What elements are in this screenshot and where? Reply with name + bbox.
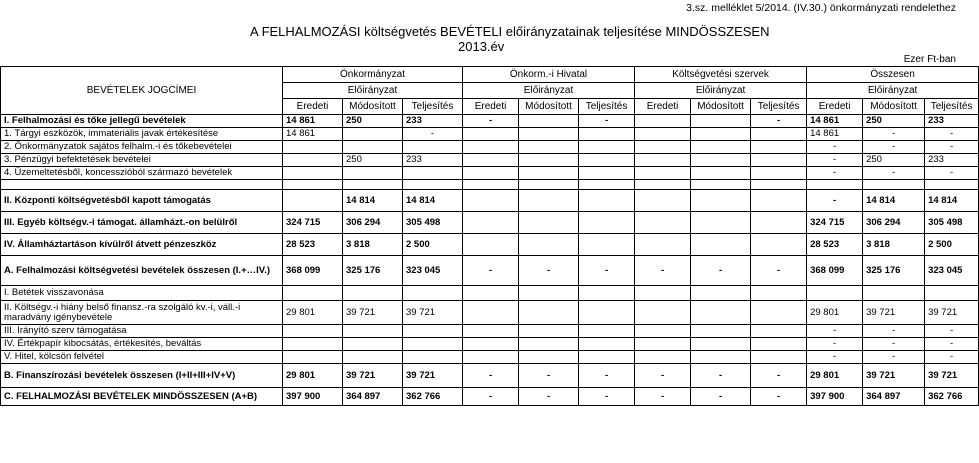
table-cell: - <box>863 167 925 180</box>
table-cell <box>579 338 635 351</box>
table-cell <box>807 286 863 301</box>
table-cell <box>283 190 343 212</box>
table-cell <box>463 141 519 154</box>
table-cell <box>579 301 635 325</box>
table-cell: 362 766 <box>403 388 463 406</box>
table-cell: 233 <box>403 154 463 167</box>
unit-label: Ezer Ft-ban <box>903 54 956 65</box>
table-cell <box>751 190 807 212</box>
sub-header-1-2: Teljesítés <box>579 99 635 115</box>
table-cell <box>751 301 807 325</box>
table-cell: - <box>691 256 751 286</box>
table-cell <box>519 286 579 301</box>
sub-header-3-0: Eredeti <box>807 99 863 115</box>
table-cell: - <box>751 364 807 388</box>
table-cell <box>579 325 635 338</box>
table-cell <box>579 141 635 154</box>
table-cell: - <box>519 256 579 286</box>
table-cell: 3 818 <box>343 234 403 256</box>
table-cell <box>635 338 691 351</box>
table-cell: 14 861 <box>807 115 863 128</box>
table-cell <box>519 325 579 338</box>
table-cell: - <box>579 115 635 128</box>
table-cell: 14 861 <box>283 115 343 128</box>
sub-header-3-2: Teljesítés <box>925 99 979 115</box>
table-cell <box>635 190 691 212</box>
table-cell <box>691 234 751 256</box>
table-cell <box>635 351 691 364</box>
sub-header-0-0: Eredeti <box>283 99 343 115</box>
table-cell: - <box>579 364 635 388</box>
table-cell: 29 801 <box>807 364 863 388</box>
spacer-row <box>1 180 979 190</box>
table-cell <box>751 128 807 141</box>
table-row <box>1 351 979 364</box>
row-label: III. Egyéb költségv.-i támogat. államházt.-on belülről <box>1 212 283 234</box>
table-cell: - <box>463 256 519 286</box>
table-cell <box>283 325 343 338</box>
table-cell: 29 801 <box>807 301 863 325</box>
table-cell <box>691 115 751 128</box>
table-row <box>1 325 979 338</box>
table-cell: - <box>863 141 925 154</box>
table-cell: 250 <box>343 115 403 128</box>
table-cell: 14 861 <box>283 128 343 141</box>
table-cell: - <box>807 141 863 154</box>
table-cell: - <box>579 388 635 406</box>
table-cell <box>635 154 691 167</box>
spacer-cell <box>691 180 751 190</box>
table-cell: - <box>807 325 863 338</box>
table-cell: - <box>751 115 807 128</box>
table-cell: 39 721 <box>863 364 925 388</box>
table-cell: 368 099 <box>283 256 343 286</box>
table-cell <box>635 141 691 154</box>
table-cell <box>925 286 979 301</box>
row-label: 4. Üzemeltetésből, koncesszióból származó bevételek <box>1 167 283 180</box>
table-cell <box>751 154 807 167</box>
row-label: C. FELHALMOZÁSI BEVÉTELEK MINDÖSSZESEN (A+B) <box>1 388 283 406</box>
table-cell <box>403 141 463 154</box>
table-cell <box>691 154 751 167</box>
table-cell: - <box>863 128 925 141</box>
table-row <box>1 128 979 141</box>
table-cell <box>635 167 691 180</box>
table-cell <box>403 167 463 180</box>
spacer-cell <box>579 180 635 190</box>
table-cell <box>519 154 579 167</box>
spacer-cell <box>925 180 979 190</box>
table-cell: 324 715 <box>807 212 863 234</box>
table-cell: 29 801 <box>283 364 343 388</box>
table-cell <box>283 286 343 301</box>
table-cell: - <box>925 351 979 364</box>
table-cell: 250 <box>343 154 403 167</box>
table-cell: 250 <box>863 115 925 128</box>
table-cell <box>463 301 519 325</box>
table-cell <box>691 325 751 338</box>
table-row <box>1 256 979 286</box>
table-cell <box>519 141 579 154</box>
table-cell <box>463 351 519 364</box>
table-row <box>1 301 979 325</box>
table-row <box>1 190 979 212</box>
group-header-0: Önkormányzat <box>283 67 463 83</box>
spacer-cell <box>635 180 691 190</box>
table-cell <box>463 167 519 180</box>
table-cell: - <box>635 388 691 406</box>
table-cell <box>635 212 691 234</box>
table-cell <box>463 234 519 256</box>
table-cell: - <box>751 388 807 406</box>
table-cell: 39 721 <box>925 364 979 388</box>
table-cell <box>519 301 579 325</box>
table-cell: - <box>863 351 925 364</box>
spacer-cell <box>1 180 283 190</box>
table-cell: 325 176 <box>863 256 925 286</box>
table-cell <box>403 351 463 364</box>
table-cell: 362 766 <box>925 388 979 406</box>
table-cell <box>403 286 463 301</box>
group-header-1: Önkorm.-i Hivatal <box>463 67 635 83</box>
table-cell <box>579 351 635 364</box>
table-cell <box>579 154 635 167</box>
table-cell <box>519 338 579 351</box>
sub-header-2-1: Módosított <box>691 99 751 115</box>
table-cell: 14 814 <box>403 190 463 212</box>
row-label: II. Központi költségvetésből kapott támogatás <box>1 190 283 212</box>
table-cell <box>691 212 751 234</box>
row-label: I. Betétek visszavonása <box>1 286 283 301</box>
table-cell: 39 721 <box>403 301 463 325</box>
table-cell <box>635 301 691 325</box>
table-cell <box>579 128 635 141</box>
table-cell <box>863 286 925 301</box>
table-cell: 250 <box>863 154 925 167</box>
spacer-cell <box>403 180 463 190</box>
table-cell <box>691 351 751 364</box>
table-cell <box>579 234 635 256</box>
table-cell <box>283 141 343 154</box>
sub-header-1-1: Módosított <box>519 99 579 115</box>
subgroup-header-0: Előirányzat <box>283 83 463 99</box>
table-cell <box>463 338 519 351</box>
title-line-2: 2013.év <box>458 39 505 54</box>
table-cell: - <box>807 167 863 180</box>
table-cell: 28 523 <box>807 234 863 256</box>
spacer-cell <box>463 180 519 190</box>
table-row <box>1 234 979 256</box>
spacer-cell <box>863 180 925 190</box>
table-cell <box>283 167 343 180</box>
table-cell: 305 498 <box>925 212 979 234</box>
sub-header-1-0: Eredeti <box>463 99 519 115</box>
table-cell <box>519 234 579 256</box>
table-cell <box>463 286 519 301</box>
spacer-cell <box>343 180 403 190</box>
table-cell: - <box>635 364 691 388</box>
spacer-cell <box>751 180 807 190</box>
row-label: IV. Államháztartáson kívülről átvett pénzeszköz <box>1 234 283 256</box>
table-cell: 397 900 <box>283 388 343 406</box>
row-label: 1. Tárgyi eszközök, immateriális javak értékesítése <box>1 128 283 141</box>
table-cell <box>463 154 519 167</box>
table-cell: - <box>807 154 863 167</box>
table-cell: 2 500 <box>403 234 463 256</box>
table-cell: - <box>635 256 691 286</box>
sub-header-0-1: Módosított <box>343 99 403 115</box>
table-cell <box>751 286 807 301</box>
row-label: IV. Értékpapír kibocsátás, értékesítés, beváltás <box>1 338 283 351</box>
table-cell <box>463 325 519 338</box>
table-cell <box>519 115 579 128</box>
subgroup-header-2: Előirányzat <box>635 83 807 99</box>
group-header-2: Költségvetési szervek <box>635 67 807 83</box>
table-cell <box>751 167 807 180</box>
table-cell <box>635 128 691 141</box>
table-cell <box>463 190 519 212</box>
table-cell: 14 814 <box>863 190 925 212</box>
table-cell: - <box>925 325 979 338</box>
row-label: V. Hitel, kölcsön felvétel <box>1 351 283 364</box>
table-cell: - <box>463 115 519 128</box>
table-cell <box>343 351 403 364</box>
table-cell: 397 900 <box>807 388 863 406</box>
table-cell <box>343 141 403 154</box>
table-cell <box>751 325 807 338</box>
title-line-1: A FELHALMOZÁSI költségvetés BEVÉTELI előirányzatainak teljesítése MINDÖSSZESEN <box>250 24 770 39</box>
table-cell <box>691 167 751 180</box>
table-cell: 233 <box>925 115 979 128</box>
table-cell: 368 099 <box>807 256 863 286</box>
spacer-cell <box>283 180 343 190</box>
table-cell: 39 721 <box>403 364 463 388</box>
table-cell: 29 801 <box>283 301 343 325</box>
sub-header-3-1: Módosított <box>863 99 925 115</box>
table-cell <box>691 301 751 325</box>
sub-header-2-2: Teljesítés <box>751 99 807 115</box>
table-cell <box>519 351 579 364</box>
table-cell <box>403 338 463 351</box>
table-row <box>1 167 979 180</box>
table-cell: 325 176 <box>343 256 403 286</box>
table-cell <box>463 128 519 141</box>
table-cell <box>283 338 343 351</box>
table-cell: 28 523 <box>283 234 343 256</box>
table-cell: 3 818 <box>863 234 925 256</box>
table-cell: 14 861 <box>807 128 863 141</box>
table-cell: - <box>807 190 863 212</box>
table-cell: 14 814 <box>343 190 403 212</box>
table-cell: - <box>863 338 925 351</box>
table-cell <box>751 234 807 256</box>
table-cell <box>635 234 691 256</box>
budget-table <box>0 66 979 406</box>
row-label: A. Felhalmozási költségvetési bevételek összesen (I.+…IV.) <box>1 256 283 286</box>
table-cell <box>579 190 635 212</box>
table-row <box>1 364 979 388</box>
table-cell: - <box>403 128 463 141</box>
table-cell: 39 721 <box>925 301 979 325</box>
sub-header-0-2: Teljesítés <box>403 99 463 115</box>
row-label: I. Felhalmozási és tőke jellegű bevételek <box>1 115 283 128</box>
table-cell: - <box>463 388 519 406</box>
table-cell <box>343 325 403 338</box>
sub-header-2-0: Eredeti <box>635 99 691 115</box>
table-cell <box>635 286 691 301</box>
table-cell: - <box>807 351 863 364</box>
table-cell: - <box>463 364 519 388</box>
row-label: III. Irányító szerv támogatása <box>1 325 283 338</box>
subgroup-header-1: Előirányzat <box>463 83 635 99</box>
table-row <box>1 338 979 351</box>
table-cell <box>751 212 807 234</box>
table-cell: - <box>863 325 925 338</box>
table-cell: - <box>925 128 979 141</box>
table-cell <box>519 128 579 141</box>
table-cell: - <box>579 256 635 286</box>
table-cell <box>635 325 691 338</box>
row-label: 2. Önkormányzatok sajátos felhalm.-i és tőkebevételei <box>1 141 283 154</box>
table-cell: 39 721 <box>343 364 403 388</box>
table-row <box>1 141 979 154</box>
table-cell <box>403 325 463 338</box>
table-cell <box>343 286 403 301</box>
row-label: 3. Pénzügyi befektetések bevételei <box>1 154 283 167</box>
group-header-3: Összesen <box>807 67 979 83</box>
table-cell <box>751 338 807 351</box>
table-cell <box>691 141 751 154</box>
spacer-cell <box>519 180 579 190</box>
table-cell: - <box>925 167 979 180</box>
row-header-cell: BEVÉTELEK JOGCÍMEI <box>1 67 283 115</box>
table-cell: 14 814 <box>925 190 979 212</box>
table-cell: 39 721 <box>863 301 925 325</box>
table-cell: 233 <box>925 154 979 167</box>
document-note: 3.sz. melléklet 5/2014. (IV.30.) önkormányzati rendelethez <box>686 2 956 14</box>
table-cell: 39 721 <box>343 301 403 325</box>
table-cell <box>691 338 751 351</box>
table-cell: 2 500 <box>925 234 979 256</box>
table-cell <box>463 212 519 234</box>
table-cell: - <box>691 364 751 388</box>
table-cell <box>579 167 635 180</box>
spacer-cell <box>807 180 863 190</box>
table-row <box>1 286 979 301</box>
table-cell: - <box>807 338 863 351</box>
table-cell <box>343 167 403 180</box>
table-row <box>1 115 979 128</box>
table-cell: - <box>691 388 751 406</box>
table-row <box>1 154 979 167</box>
table-cell: 305 498 <box>403 212 463 234</box>
row-label: II. Költségv.-i hiány belső finansz.-ra szolgáló kv.-i, váll.-i maradvány igénybevétele <box>1 301 283 325</box>
table-cell: - <box>925 338 979 351</box>
table-cell <box>519 167 579 180</box>
table-cell <box>691 128 751 141</box>
table-cell: - <box>519 388 579 406</box>
row-label: B. Finanszírozási bevételek összesen (I+II+III+IV+V) <box>1 364 283 388</box>
table-cell <box>283 154 343 167</box>
table-cell <box>751 351 807 364</box>
table-cell <box>691 190 751 212</box>
table-cell: - <box>519 364 579 388</box>
table-cell <box>283 351 343 364</box>
table-cell <box>635 115 691 128</box>
table-cell: 324 715 <box>283 212 343 234</box>
table-cell <box>343 338 403 351</box>
table-cell: 364 897 <box>343 388 403 406</box>
table-row <box>1 212 979 234</box>
table-cell <box>751 141 807 154</box>
table-cell: 364 897 <box>863 388 925 406</box>
subgroup-header-3: Előirányzat <box>807 83 979 99</box>
table-cell <box>579 286 635 301</box>
table-cell <box>343 128 403 141</box>
table-cell: - <box>925 141 979 154</box>
table-cell: 233 <box>403 115 463 128</box>
table-cell: 323 045 <box>925 256 979 286</box>
table-cell: 306 294 <box>863 212 925 234</box>
table-cell <box>579 212 635 234</box>
table-cell: - <box>751 256 807 286</box>
table-cell <box>691 286 751 301</box>
table-cell <box>519 190 579 212</box>
table-cell <box>519 212 579 234</box>
table-row <box>1 388 979 406</box>
table-cell: 323 045 <box>403 256 463 286</box>
table-cell: 306 294 <box>343 212 403 234</box>
